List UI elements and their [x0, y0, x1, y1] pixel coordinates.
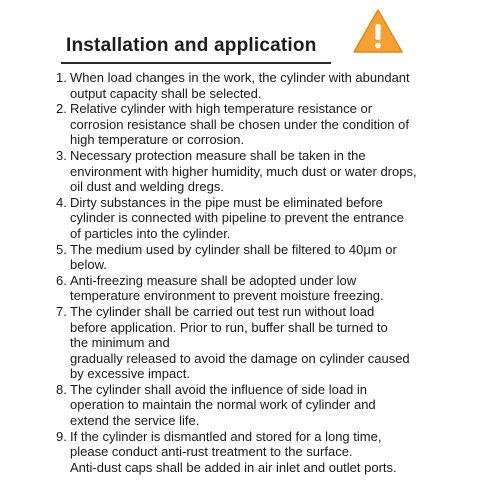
- item-number: 5.: [56, 241, 67, 257]
- list-item: [56, 101, 436, 148]
- item-line: below.: [70, 257, 107, 273]
- list-item: [56, 148, 436, 195]
- item-line: output capacity shall be selected.: [70, 85, 262, 101]
- list-item: [56, 70, 436, 101]
- item-line: If the cylinder is dismantled and stored for a long time,: [70, 428, 382, 444]
- item-number: 4.: [56, 194, 67, 210]
- item-line: The cylinder shall avoid the influence of side load in: [70, 381, 368, 397]
- item-number: 8.: [56, 381, 67, 397]
- item-line: Anti-freezing measure shall be adopted under low: [70, 272, 357, 288]
- item-line: Anti-dust caps shall be added in air inlet and outlet ports.: [70, 459, 397, 475]
- item-text: [70, 70, 436, 101]
- item-line: Dirty substances in the pipe must be eliminated before: [70, 194, 383, 210]
- item-text: [70, 148, 436, 195]
- item-line: cylinder is connected with pipeline to prevent the entrance: [70, 210, 404, 226]
- item-line: before application. Prior to run, buffer shall be turned to: [70, 319, 388, 335]
- item-number: 9.: [56, 428, 67, 444]
- item-line: please conduct anti-rust treatment to the surface.: [70, 444, 353, 460]
- item-text: [70, 382, 436, 429]
- item-line: temperature environment to prevent moisture freezing.: [70, 288, 384, 304]
- item-line: The medium used by cylinder shall be filtered to 40μm or: [70, 241, 397, 257]
- item-number: 1.: [56, 70, 67, 85]
- list-item: [56, 242, 436, 273]
- item-line: oil dust and welding dregs.: [70, 179, 224, 195]
- title-underline: [61, 62, 331, 64]
- item-line: the minimum and: [70, 335, 170, 351]
- item-line: high temperature or corrosion.: [70, 132, 245, 148]
- item-line: by excessive impact.: [70, 366, 190, 382]
- item-text: [70, 429, 436, 476]
- item-line: gradually released to avoid the damage on cylinder caused: [70, 350, 410, 366]
- item-line: Necessary protection measure shall be taken in the: [70, 147, 366, 163]
- item-text: [70, 242, 436, 273]
- item-line: operation to maintain the normal work of cylinder and: [70, 397, 376, 413]
- item-number: 2.: [56, 101, 67, 117]
- warning-icon: [352, 8, 404, 54]
- item-line: Relative cylinder with high temperature resistance or: [70, 101, 373, 117]
- item-text: [70, 304, 436, 382]
- item-line: corrosion resistance shall be chosen under the condition of: [70, 116, 409, 132]
- list-item: [56, 273, 436, 304]
- item-number: 7.: [56, 303, 67, 319]
- item-line: extend the service life.: [70, 413, 200, 429]
- item-text: [70, 195, 436, 242]
- list-item: [56, 382, 436, 429]
- instruction-list: [56, 70, 436, 475]
- item-number: 3.: [56, 147, 67, 163]
- list-item: [56, 195, 436, 242]
- item-line: When load changes in the work, the cylinder with abundant: [70, 70, 410, 85]
- item-text: [70, 273, 436, 304]
- list-item: [56, 429, 436, 476]
- item-number: 6.: [56, 272, 67, 288]
- page-title: Installation and application: [66, 35, 317, 56]
- item-line: The cylinder shall be carried out test run without load: [70, 303, 375, 319]
- item-line: environment with higher humidity, much dust or water drops,: [70, 163, 417, 179]
- list-item: [56, 304, 436, 382]
- item-line: of particles into the cylinder.: [70, 225, 231, 241]
- item-text: [70, 101, 436, 148]
